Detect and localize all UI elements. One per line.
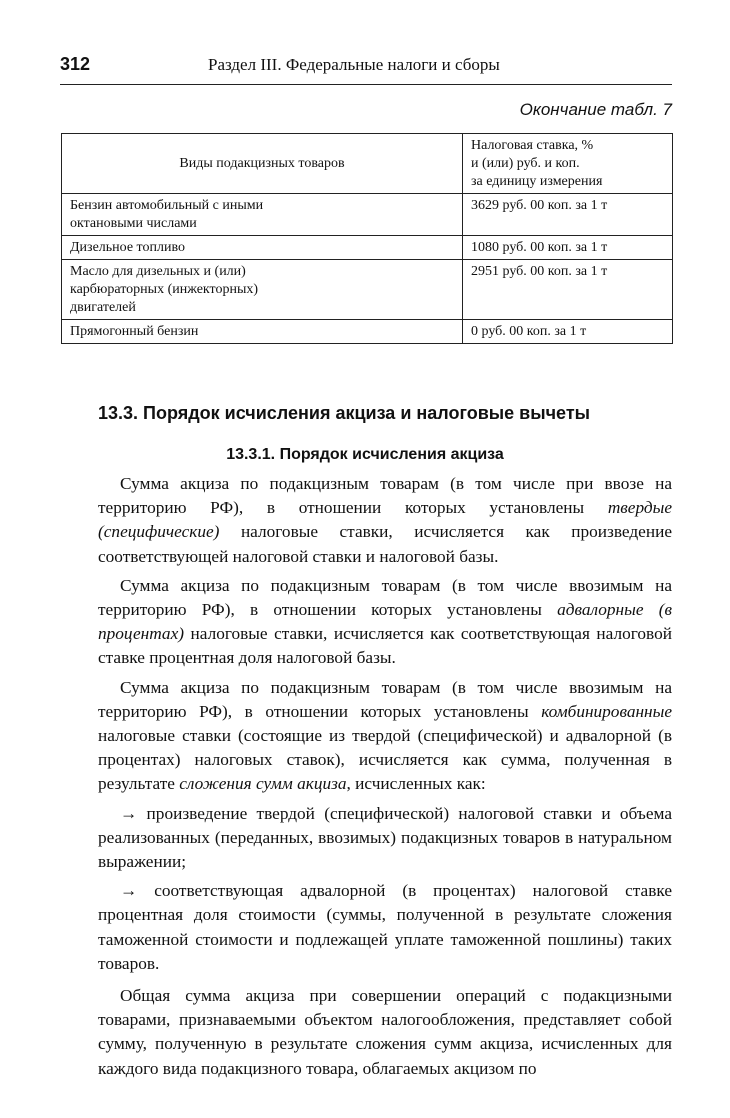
text: налоговые ставки, исчисляется как произведение соответствующей налоговой ставки и налоговой базы.: [98, 522, 672, 566]
cell-goods: Дизельное топливо: [62, 236, 463, 260]
paragraph: [98, 676, 672, 797]
header-goods: Виды подакцизных товаров: [62, 134, 463, 194]
list-item: → произведение твердой (специфической) налоговой ставки и объема реализованных (переданных, ввозимых) подакцизных товаров в натуральном выражении;: [98, 803, 672, 872]
paragraph: [98, 574, 672, 671]
cell-rate: 2951 руб. 00 коп. за 1 т: [463, 260, 673, 320]
paragraph: Общая сумма акциза при совершении операций с подакцизными товарами, признаваемыми объектом налогообложения, представляет собой сумму, полученную в результате сложения сумм акциза, исчисленных для каждого вида подакцизного товара, облагаемых акцизом по: [98, 986, 672, 1078]
paragraph: [98, 472, 672, 569]
table-header-row: [62, 134, 673, 194]
excise-rate-table: [61, 133, 673, 344]
table-row: [62, 194, 673, 236]
running-header: [60, 52, 672, 85]
table-row: [62, 260, 673, 320]
table-caption: Окончание табл. 7: [519, 100, 672, 119]
text: Сумма акциза по подакцизным товарам (в том числе ввозимым на территорию РФ), в отношении которых установлены: [98, 677, 672, 721]
cell-goods: Бензин автомобильный с иными октановыми числами: [62, 194, 463, 236]
header-rate: Налоговая ставка, % и (или) руб. и коп. за единицу измерения: [463, 134, 673, 194]
emphasis: адвалорные (в процентах): [98, 600, 672, 644]
table-row: [62, 236, 673, 260]
emphasis: комбинированные: [541, 701, 672, 721]
emphasis: твердые (специфические): [98, 498, 672, 542]
cell-rate: 3629 руб. 00 коп. за 1 т: [463, 194, 673, 236]
subsection-heading: 13.3.1. Порядок исчисления акциза: [226, 446, 504, 463]
page-number: 312: [60, 54, 91, 74]
text: Сумма акциза по подакцизным товарам (в том числе при ввозе на территорию РФ), в отношении которых установлены: [98, 474, 672, 518]
list-item: → соответствующая адвалорной (в процентах) налоговой ставке процентная доля стоимости (суммы, полученной в результате сложения таможенной стоимости и подлежащей уплате таможенной пошлины) таких товаров.: [98, 881, 672, 973]
cell-rate: 0 руб. 00 коп. за 1 т: [463, 320, 673, 344]
body-text: [98, 472, 672, 1086]
text: , исчисленных как:: [346, 774, 486, 794]
text: Сумма акциза по подакцизным товарам (в том числе ввозимым на территорию РФ), в отношении которых установлены: [98, 575, 672, 620]
cell-goods: Прямогонный бензин: [62, 320, 463, 344]
text: налоговые ставки, исчисляется как соответствующая налоговой ставке процентная доля налоговой базы.: [98, 624, 672, 668]
section-heading: 13.3. Порядок исчисления акциза и налоговые вычеты: [98, 403, 591, 423]
emphasis: сложения сумм акциза: [179, 774, 347, 794]
cell-rate: 1080 руб. 00 коп. за 1 т: [463, 236, 673, 260]
text: налоговые ставки (состоящие из твердой (специфической) и адвалорной (в процентах) налоговых ставок), исчисляется как сумма, полученная в результате: [98, 726, 672, 794]
cell-goods: Масло для дизельных и (или) карбюраторных (инжекторных) двигателей: [62, 260, 463, 320]
table-row: [62, 320, 673, 344]
section-title: Раздел III. Федеральные налоги и сборы: [208, 55, 500, 74]
